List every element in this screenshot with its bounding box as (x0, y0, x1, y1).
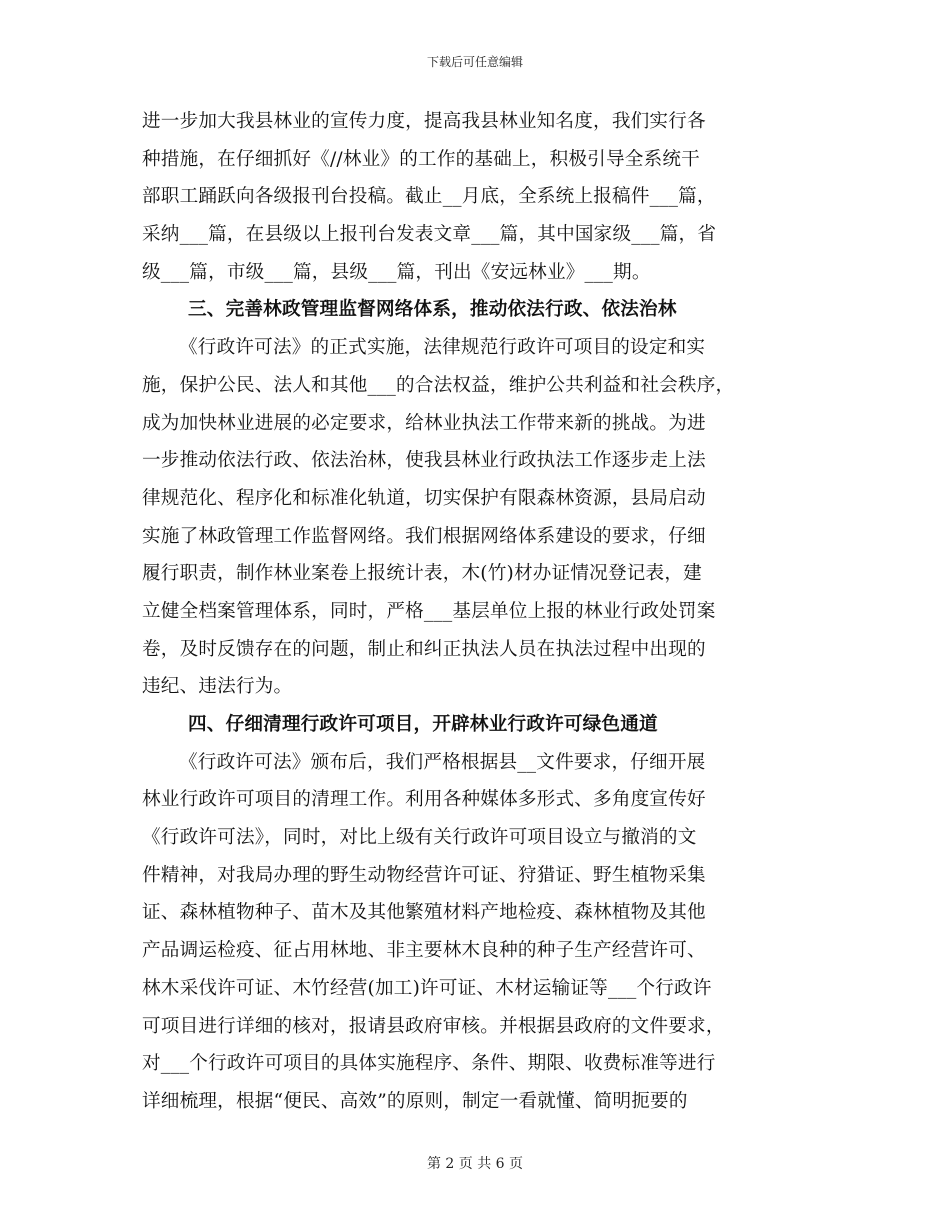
paragraph-line: 件精神，对我局办理的野生动物经营许可证、狩猎证、野生植物采集 (142, 864, 706, 886)
paragraph-line: 《行政许可法》的正式实施，法律规范行政许可项目的设定和实 (179, 337, 706, 359)
paragraph-line: 成为加快林业进展的必定要求，给林业执法工作带来新的挑战。为进 (142, 412, 706, 434)
paragraph-line: 林业行政许可项目的清理工作。利用各种媒体多形式、多角度宣传好 (142, 789, 706, 811)
paragraph-line: 可项目进行详细的核对，报请县政府审核。并根据县政府的文件要求， (142, 1015, 725, 1037)
paragraph-line: 采纳___篇，在县级以上报刊台发表文章___篇，其中国家级___篇，省 (142, 224, 717, 246)
paragraph-line: 立健全档案管理体系，同时，严格___基层单位上报的林业行政处罚案 (142, 600, 716, 622)
paragraph-line: 卷，及时反馈存在的问题，制止和纠正执法人员在执法过程中出现的 (142, 638, 706, 660)
paragraph-line: 种措施，在仔细抓好《//林业》的工作的基础上，积极引导全系统干 (142, 148, 700, 170)
paragraph-line: 实施了林政管理工作监督网络。我们根据网络体系建设的要求，仔细 (142, 525, 706, 547)
paragraph-line: 履行职责，制作林业案卷上报统计表，木(竹)材办证情况登记表，建 (142, 563, 702, 585)
paragraph-line: 林木采伐许可证、木竹经营(加工)许可证、木材运输证等___个行政许 (142, 977, 712, 999)
paragraph-line: 《行政许可法》颁布后，我们严格根据县__文件要求，仔细开展 (179, 751, 706, 773)
paragraph-line: 详细梳理，根据“便民、高效”的原则，制定一看就懂、简明扼要的 (142, 1090, 688, 1112)
paragraph-line: 《行政许可法》，同时，对比上级有关行政许可项目设立与撤消的文 (142, 827, 697, 849)
document-body (142, 103, 814, 1121)
paragraph-line: 证、森林植物种子、苗木及其他繁殖材料产地检疫、森林植物及其他 (142, 902, 706, 924)
section-heading: 四、仔细清理行政许可项目，开辟林业行政许可绿色通道 (188, 714, 658, 735)
paragraph-line: 进一步加大我县林业的宣传力度，提高我县林业知名度，我们实行各 (142, 111, 706, 132)
paragraph-line: 对___个行政许可项目的具体实施程序、条件、期限、收费标准等进行 (142, 1053, 716, 1075)
paragraph-line: 违纪、违法行为。 (142, 676, 293, 698)
paragraph-line: 级___篇，市级___篇，县级___篇，刊出《安远林业》___期。 (142, 261, 651, 283)
paragraph-line: 部职工踊跃向各级报刊台投稿。截止__月底，全系统上报稿件___篇， (142, 186, 716, 208)
paragraph-line: 律规范化、程序化和标准化轨道，切实保护有限森林资源，县局启动 (142, 487, 706, 509)
paragraph-line: 施，保护公民、法人和其他___的合法权益，维护公共利益和社会秩序， (142, 374, 735, 396)
section-heading: 三、完善林政管理监督网络体系，推动依法行政、依法治林 (188, 299, 677, 321)
page-header: 下载后可任意编辑 (426, 55, 523, 69)
page-footer: 第 2 页 共 6 页 (426, 1156, 524, 1172)
paragraph-line: 产品调运检疫、征占用林地、非主要林木良种的种子生产经营许可、 (142, 940, 706, 962)
paragraph-line: 一步推动依法行政、依法治林，使我县林业行政执法工作逐步走上法 (142, 450, 706, 472)
